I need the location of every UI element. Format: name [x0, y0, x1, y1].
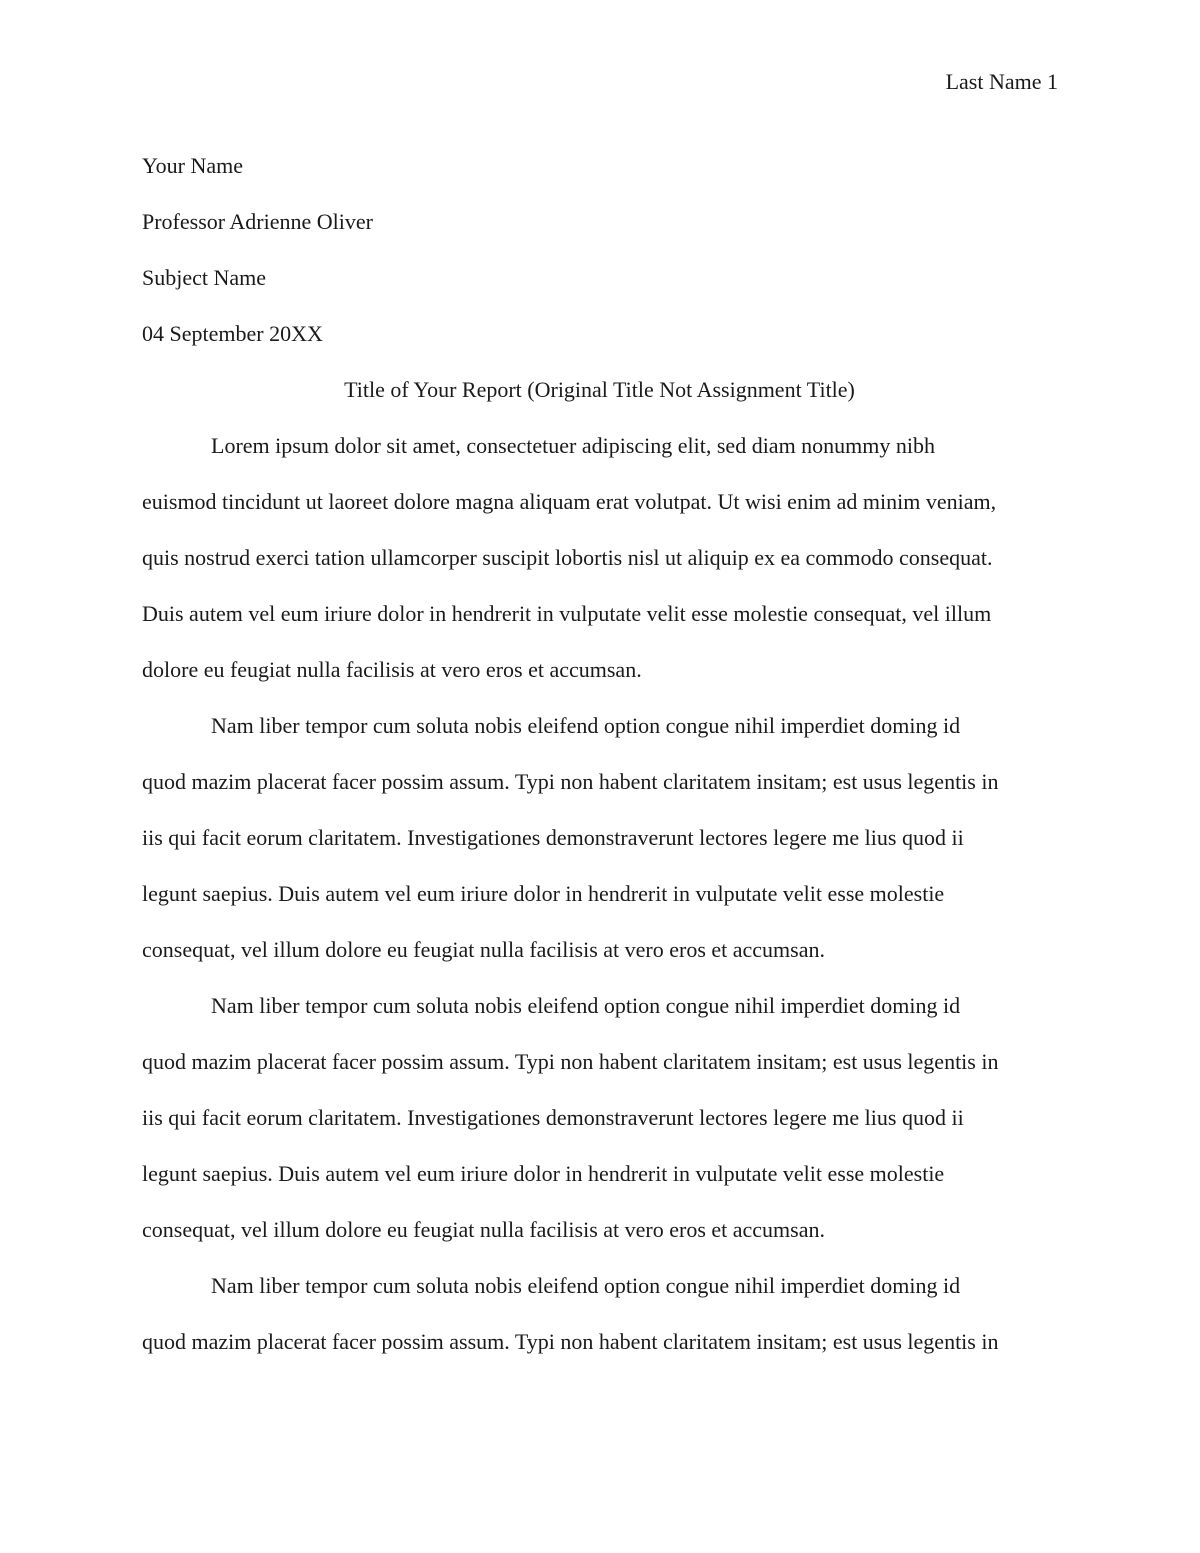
document-date: 04 September 20XX — [142, 321, 323, 346]
report-title: Title of Your Report (Original Title Not Assignment Title) — [344, 377, 855, 402]
paragraph-line: Nam liber tempor cum soluta nobis eleifend option congue nihil imperdiet doming id — [211, 1273, 961, 1298]
paragraph-line: consequat, vel illum dolore eu feugiat nulla facilisis at vero eros et accumsan. — [142, 937, 825, 962]
paragraph-3 — [142, 978, 1062, 1258]
paragraph-line: consequat, vel illum dolore eu feugiat nulla facilisis at vero eros et accumsan. — [142, 1217, 825, 1242]
paragraph-2 — [142, 698, 1062, 978]
paragraph-line: iis qui facit eorum claritatem. Investigationes demonstraverunt lectores legere me lius quod ii — [142, 825, 964, 850]
running-head: Last Name 1 — [945, 69, 1058, 94]
document-body — [142, 138, 1062, 1370]
paragraph-line: Nam liber tempor cum soluta nobis eleifend option congue nihil imperdiet doming id — [211, 713, 961, 738]
paragraph-line: Lorem ipsum dolor sit amet, consectetuer adipiscing elit, sed diam nonummy nibh — [211, 433, 936, 458]
paragraph-line: dolore eu feugiat nulla facilisis at vero eros et accumsan. — [142, 657, 642, 682]
subject-name: Subject Name — [142, 265, 267, 290]
paragraph-line: quod mazim placerat facer possim assum. Typi non habent claritatem insitam; est usus legentis in — [142, 769, 999, 794]
paragraph-line: Duis autem vel eum iriure dolor in hendrerit in vulputate velit esse molestie consequat, vel illum — [142, 601, 992, 626]
paragraph-line: legunt saepius. Duis autem vel eum iriure dolor in hendrerit in vulputate velit esse molestie — [142, 881, 945, 906]
paragraph-line: quod mazim placerat facer possim assum. Typi non habent claritatem insitam; est usus legentis in — [142, 1049, 999, 1074]
professor-name: Professor Adrienne Oliver — [142, 209, 373, 234]
paragraph-line: Nam liber tempor cum soluta nobis eleifend option congue nihil imperdiet doming id — [211, 993, 961, 1018]
student-name: Your Name — [142, 153, 244, 178]
paragraph-line: iis qui facit eorum claritatem. Investigationes demonstraverunt lectores legere me lius quod ii — [142, 1105, 964, 1130]
paragraph-line: euismod tincidunt ut laoreet dolore magna aliquam erat volutpat. Ut wisi enim ad minim veniam, — [142, 489, 997, 514]
paragraph-line: legunt saepius. Duis autem vel eum iriure dolor in hendrerit in vulputate velit esse molestie — [142, 1161, 945, 1186]
paragraph-line: quis nostrud exerci tation ullamcorper suscipit lobortis nisl ut aliquip ex ea commodo consequat. — [142, 545, 993, 570]
paragraph-line: quod mazim placerat facer possim assum. Typi non habent claritatem insitam; est usus legentis in — [142, 1329, 999, 1354]
paragraph-1 — [142, 418, 1062, 698]
paragraph-4 — [142, 1258, 1062, 1370]
